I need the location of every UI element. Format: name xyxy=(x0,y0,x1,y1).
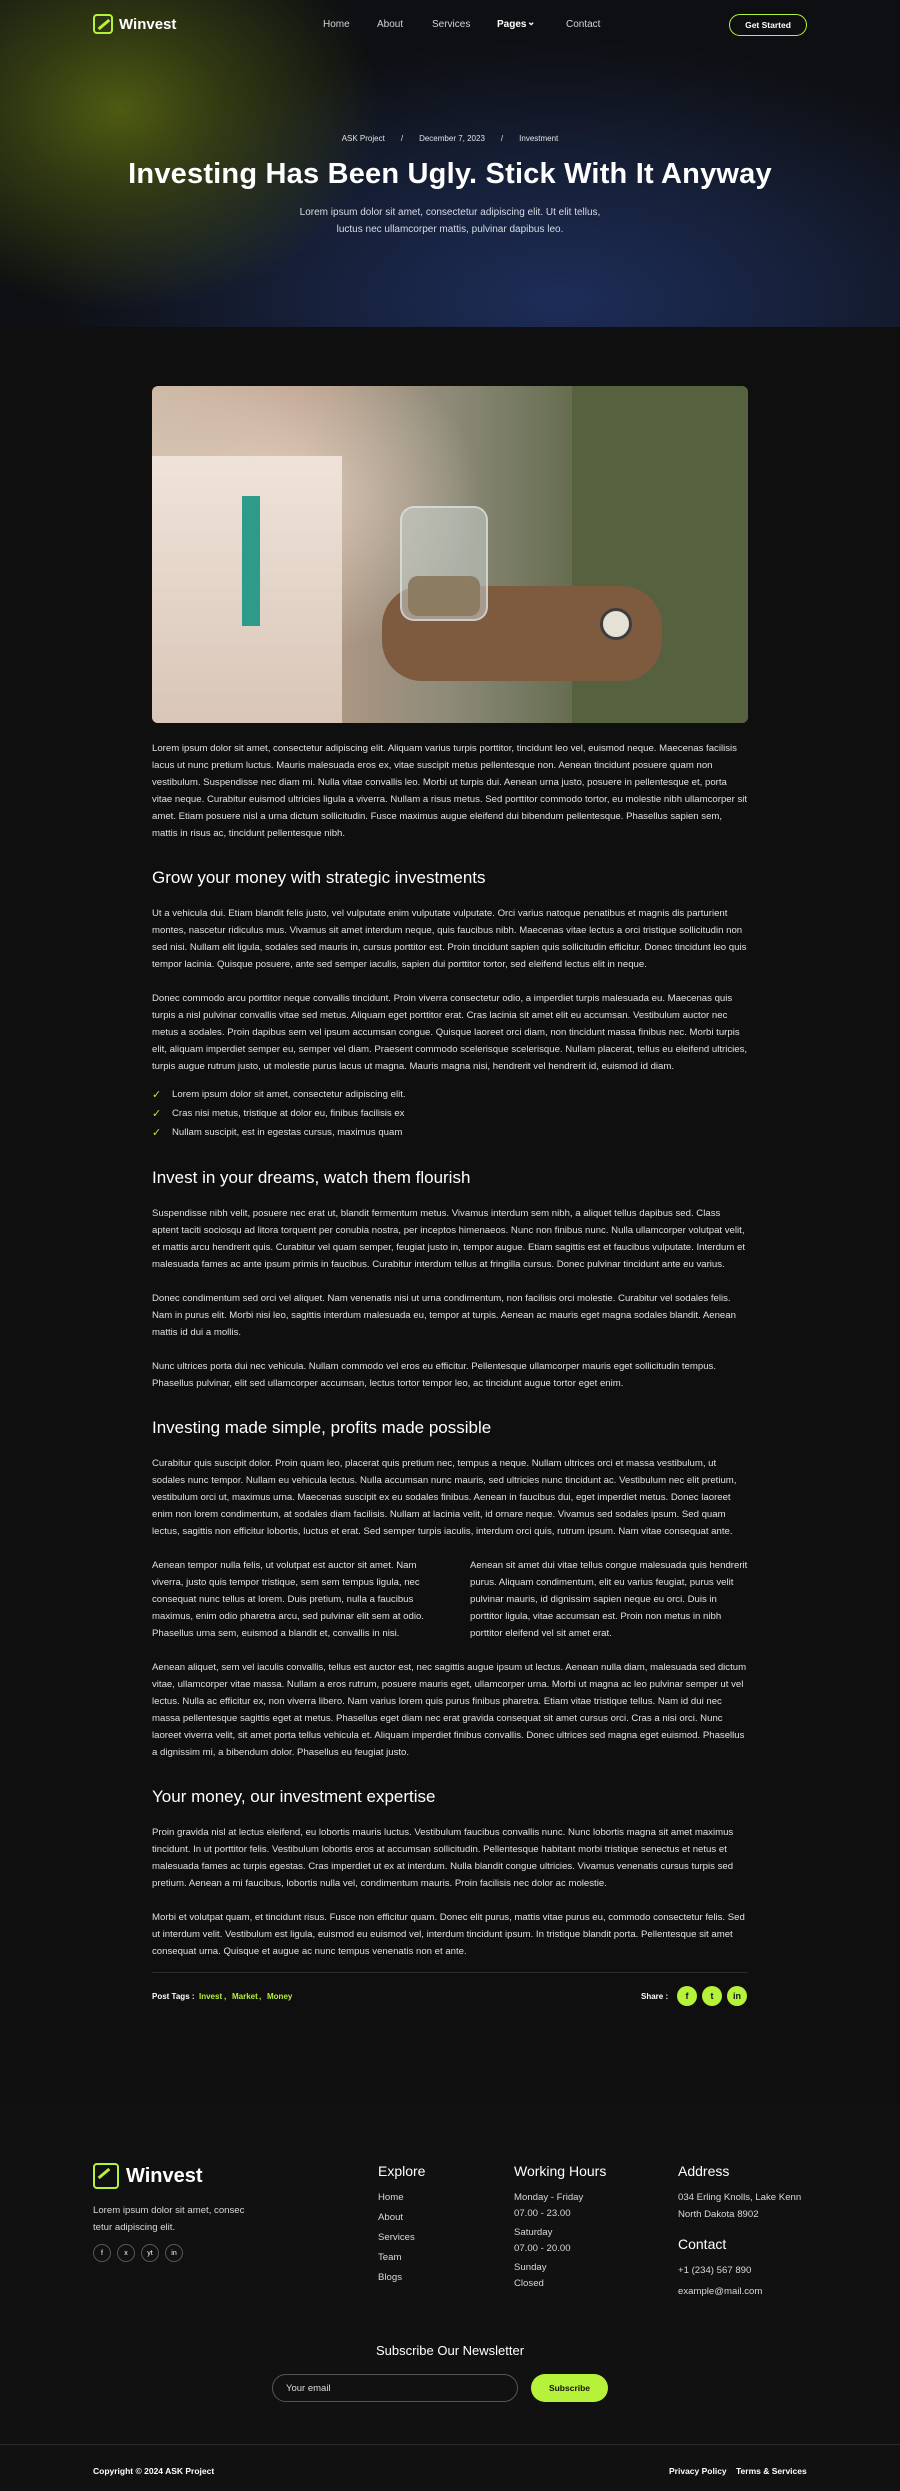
two-column-text xyxy=(152,1557,748,1642)
logo-icon xyxy=(93,2163,119,2189)
list-item xyxy=(152,1085,748,1104)
facebook-icon[interactable]: f xyxy=(93,2244,111,2262)
post-footer xyxy=(152,1973,748,2013)
share-label: Share : xyxy=(641,1992,669,2001)
column-left: Aenean tempor nulla felis, ut volutpat est auctor sit amet. Nam viverra, justo quis tempor tristique, sem sem tempus ligula, nec consequat nunc tellus at lorem. Duis pretium, nulla a faucibus maximus, enim odio pharetra arcu, sed pulvinar elit sem at odio. Phasellus urna sem, euismod a blandit et, convallis in nisi. xyxy=(152,1560,424,1639)
logo[interactable] xyxy=(93,14,176,34)
nav-contact[interactable]: Contact xyxy=(566,19,601,30)
divider xyxy=(0,2444,900,2445)
explore-heading: Explore xyxy=(378,2163,426,2179)
article-paragraph: Suspendisse nibh velit, posuere nec erat ut, blandit fermentum metus. Vivamus interdum sem nibh, a aliquet tellus dapibus sed. Class aptent taciti sociosqu ad litora torquent per conubia nostra, per inceptos himenaeos. Nunc non finibus nunc. Nulla ullamcorper volutpat velit, et mattis arcu hendrerit quis. Curabitur vel quam semper, feugiat justo in, tempor augue. Etiam sagittis est et faucibus vulputate. Interdum et malesuada fames ac ante ipsum primis in faucibus. Curabitur interdum tellus at fringilla cursus. Donec pulvinar tincidunt ante eu varius. xyxy=(152,1208,745,1270)
list-item xyxy=(152,1123,748,1142)
nav-pages[interactable]: Pages xyxy=(497,19,527,30)
tag-separator: , xyxy=(259,1992,262,2001)
section-heading: Grow your money with strategic investments xyxy=(152,868,486,887)
email-input[interactable]: Your email xyxy=(272,2374,518,2402)
list-item xyxy=(152,1104,748,1123)
tag-invest[interactable]: Invest xyxy=(199,1992,223,2001)
navbar xyxy=(0,0,900,50)
check-icon: ✓ xyxy=(152,1107,162,1120)
tag-market[interactable]: Market xyxy=(232,1992,258,2001)
get-started-button[interactable]: Get Started xyxy=(729,14,807,36)
subscribe-button[interactable]: Subscribe xyxy=(531,2374,608,2402)
article-intro: Lorem ipsum dolor sit amet, consectetur adipiscing elit. Aliquam varius turpis porttitor, tincidunt leo vel, euismod neque. Maecenas facilisis lacus ut nunc pretium luctus. Mauris malesuada eros ex, vitae suscipit metus pellentesque non. Aenean tincidunt posuere quam non vestibulum. Suspendisse nec diam mi. Nulla vitae convallis leo. Morbi ut turpis dui. Aenean urna justo, posuere in pellentesque et, porta vitae neque. Curabitur euismod ultricies ligula a viverra. Nullam a risus metus. Sed porttitor commodo tortor, eu molestie nibh ullamcorper sit amet. Etiam posuere nisl a urna dictum sollicitudin. Fusce maximus augue eleifend dui bibendum pellentesque. Phasellus sapien sem, mattis in risus ac, tincidunt pellentesque nibh. xyxy=(152,743,748,839)
nav-home[interactable]: Home xyxy=(323,19,350,30)
article-paragraph: Aenean aliquet, sem vel iaculis convallis, tellus est auctor est, nec sagittis augue ipsum ut lectus. Aenean nulla diam, malesuada sed dictum vitae, ullamcorper vitae massa. Nullam a eros rutrum, posuere mauris eget, ullamcorper urna. Morbi ut magna ac leo pulvinar semper ut vel lectus. Nulla ac efficitur ex, non viverra libero. Nam varius lorem quis purus finibus pharetra. Etiam vitae tristique tellus. Nam id dui nec massa pellentesque sagittis eget at metus. Phasellus eget diam nec erat gravida consequat sit amet cursus orci. Cras a nisi orci. Nunc laoreet viverra velit, sit amet porta tellus vehicula et. Aliquam imperdiet finibus convallis. Donec ultrices sed magna eget euismod. Phasellus a dignissim mi, a bibendum dolor. Phasellus eu feugiat justo. xyxy=(152,1662,747,1758)
check-icon: ✓ xyxy=(152,1088,162,1101)
tags-label: Post Tags : xyxy=(152,1992,195,2001)
article-paragraph: Proin gravida nisl at lectus eleifend, eu lobortis mauris luctus. Vestibulum faucibus convallis nunc. Nunc lobortis magna sit amet maximus tincidunt. In ut porttitor felis. Vestibulum lobortis eros at accumsan sollicitudin. Pellentesque habitant morbi tristique senectus et netus et malesuada fames ac turpis egestas. Cras imperdiet ut ex at interdum. Nulla blandit congue ultricies. Vivamus venenatis cursus turpis sed pretium. Aenean a mi faucibus, lobortis nulla vel, condimentum mauris. Proin facilisis nec dolor ac molestie. xyxy=(152,1827,734,1889)
list-item-text: Nullam suscipit, est in egestas cursus, maximus quam xyxy=(172,1127,403,1138)
contact-email[interactable]: example@mail.com xyxy=(678,2286,763,2297)
post-meta xyxy=(0,134,900,143)
section-heading: Investing made simple, profits made possible xyxy=(152,1418,492,1437)
page-subtitle: Lorem ipsum dolor sit amet, consectetur adipiscing elit. Ut elit tellus, luctus nec ullamcorper mattis, pulvinar dapibus leo. xyxy=(299,207,601,235)
article-paragraph: Curabitur quis suscipit dolor. Proin quam leo, placerat quis pretium nec, tempus a neque. Nullam ultrices orci et massa vestibulum, ut sodales nunc tempor. Nullam eu vehicula lectus. Nulla accumsan nunc mauris, sed ultricies nunc tincidunt ac. Vestibulum nec elit pretium, vestibulum orci ut, maximus urna. Maecenas suscipit ex eu sodales finibus. Aenean in faucibus dui, eget imperdiet metus. Donec laoreet enim non lorem condimentum, at sodales diam facilisis. Nullam at lacinia velit, id ornare neque. Vivamus sed sodales ipsum. Sed quam lectus, sagittis non efficitur lobortis, luctus et erat. Sed semper turpis iaculis, interdum orci quis, rutrum ipsum. Nam vitae consequat ante. xyxy=(152,1458,737,1537)
footer-link-team[interactable]: Team xyxy=(378,2252,402,2263)
featured-image xyxy=(152,386,748,723)
article-paragraph: Donec condimentum sed orci vel aliquet. Nam venenatis nisi ut urna condimentum, non facilisis orci molestie. Curabitur vel sodales felis. Nam in purus elit. Morbi nisi leo, sagittis interdum malesuada eu, tempor at turpis. Aenean ac mauris eget magna sodales blandit. Aenean mattis id dui a mollis. xyxy=(152,1293,736,1338)
address-line: 034 Erling Knolls, Lake Kenn xyxy=(678,2192,802,2203)
chevron-down-icon[interactable]: ⌄ xyxy=(527,17,536,28)
tag-money[interactable]: Money xyxy=(267,1992,293,2001)
article-paragraph: Nunc ultrices porta dui nec vehicula. Nullam commodo vel eros eu efficitur. Pellentesque ullamcorper mauris eget sollicitudin tempus. Phasellus pulvinar, elit sed ullamcorper accumsan, lectus tortor tempor leo, ac tincidunt augue tortor eget enim. xyxy=(152,1361,716,1389)
footer-link-home[interactable]: Home xyxy=(378,2192,404,2203)
tag-separator: , xyxy=(224,1992,227,2001)
post-date: December 7, 2023 xyxy=(419,134,485,143)
article-paragraph: Donec commodo arcu porttitor neque convallis tincidunt. Proin viverra consectetur odio, a imperdiet turpis malesuada eu. Maecenas quis turpis a nisl pulvinar convallis vitae sed metus. Aliquam eget porttitor erat. Cras lacinia sit amet elit eu accumsan. Vestibulum auctor nec metus a sodales. Proin dapibus sem vel ipsum accumsan congue. Quisque laoreet orci diam, non tincidunt massa finibus nec. Morbi turpis elit, aliquam imperdiet semper eu, semper vel diam. Praesent commodo scelerisque scelerisque. Nullam placerat, tellus eu eleifend ultricies, turpis augue rutrum justo, ut molestie purus lacus ut magna. Mauris magna nisi, hendrerit vel hendrerit id, euismod id diam. xyxy=(152,993,748,1072)
facebook-icon[interactable]: f xyxy=(677,1986,697,2006)
article-paragraph: Morbi et volutpat quam, et tincidunt risus. Fusce non efficitur quam. Donec elit purus, mattis vitae purus eu, commodo consectetur felis. Sed ut interdum velit. Vestibulum est ligula, euismod eu euismod vel, interdum tincidunt ipsum. In tristique blandit porta. Pellentesque sit amet consequat urna. Quisque et augue ac nunc tempus venenatis non et ante. xyxy=(152,1912,745,1957)
hours-heading: Working Hours xyxy=(514,2163,607,2179)
column-right: Aenean sit amet dui vitae tellus congue malesuada quis hendrerit purus. Aliquam condimentum, elit eu varius feugiat, purus velit pulvinar mauris, id dignissim sapien neque eu orci. Duis in porttitor ligula, vitae accumsan est. Proin non metus in nibh porttitor eleifend vel sit amet erat. xyxy=(470,1560,748,1639)
linkedin-icon[interactable]: in xyxy=(165,2244,183,2262)
hours-day: Monday - Friday xyxy=(514,2192,584,2203)
footer-link-services[interactable]: Services xyxy=(378,2232,415,2243)
youtube-icon[interactable]: yt xyxy=(141,2244,159,2262)
hours-time: Closed xyxy=(514,2278,544,2289)
checklist xyxy=(152,1085,748,1142)
nav-about[interactable]: About xyxy=(377,19,404,30)
privacy-policy-link[interactable]: Privacy Policy xyxy=(669,2466,727,2476)
section-heading: Your money, our investment expertise xyxy=(152,1787,436,1806)
post-author[interactable]: ASK Project xyxy=(341,134,385,143)
hours-time: 07.00 - 23.00 xyxy=(514,2208,571,2219)
post-category[interactable]: Investment xyxy=(519,134,559,143)
newsletter-heading: Subscribe Our Newsletter xyxy=(375,2343,525,2358)
logo-icon xyxy=(93,14,113,34)
logo-text: Winvest xyxy=(126,2164,203,2187)
copyright: Copyright © 2024 ASK Project xyxy=(93,2466,215,2476)
address-line: North Dakota 8902 xyxy=(678,2209,759,2220)
section-heading: Invest in your dreams, watch them flourish xyxy=(152,1168,471,1187)
footer-logo[interactable] xyxy=(93,2163,203,2189)
footer-description: Lorem ipsum dolor sit amet, consec tetur adipiscing elit. xyxy=(93,2205,245,2233)
linkedin-icon[interactable]: in xyxy=(727,1986,747,2006)
footer-link-about[interactable]: About xyxy=(378,2212,404,2223)
meta-separator: / xyxy=(400,134,404,143)
terms-link[interactable]: Terms & Services xyxy=(736,2466,807,2476)
hero-section xyxy=(0,0,900,327)
meta-separator: / xyxy=(500,134,504,143)
contact-phone[interactable]: +1 (234) 567 890 xyxy=(678,2265,752,2276)
twitter-icon[interactable]: t xyxy=(702,1986,722,2006)
page-title: Investing Has Been Ugly. Stick With It Anyway xyxy=(128,158,772,190)
list-item-text: Lorem ipsum dolor sit amet, consectetur adipiscing elit. xyxy=(172,1089,406,1100)
hours-day: Sunday xyxy=(514,2262,547,2273)
nav-services[interactable]: Services xyxy=(432,19,471,30)
hours-time: 07.00 - 20.00 xyxy=(514,2243,571,2254)
footer-link-blogs[interactable]: Blogs xyxy=(378,2272,402,2283)
logo-text: Winvest xyxy=(119,15,177,33)
article xyxy=(152,327,748,2013)
contact-heading: Contact xyxy=(678,2236,727,2252)
x-icon[interactable]: x xyxy=(117,2244,135,2262)
site-footer xyxy=(0,2103,900,2491)
hours-day: Saturday xyxy=(514,2227,553,2238)
address-heading: Address xyxy=(678,2163,730,2179)
check-icon: ✓ xyxy=(152,1126,162,1139)
list-item-text: Cras nisi metus, tristique at dolor eu, finibus facilisis ex xyxy=(172,1108,405,1119)
article-paragraph: Ut a vehicula dui. Etiam blandit felis justo, vel vulputate enim vulputate vulputate. Orci varius natoque penatibus et magnis dis parturient montes, nascetur ridiculus mus. Vivamus sit amet interdum neque, quis faucibus nibh. Maecenas vitae lectus a orci tristique sollicitudin non sed nisi. Nullam elit ligula, sodales sed mauris in, cursus porttitor est. Proin tincidunt sapien quis sollicitudin efficitur. Donec tincidunt leo quis tempor lacinia. Quisque posuere, ante sed semper iaculis, sapien dui porttitor tortor, sed eleifend lectus elit in neque. xyxy=(152,908,747,970)
